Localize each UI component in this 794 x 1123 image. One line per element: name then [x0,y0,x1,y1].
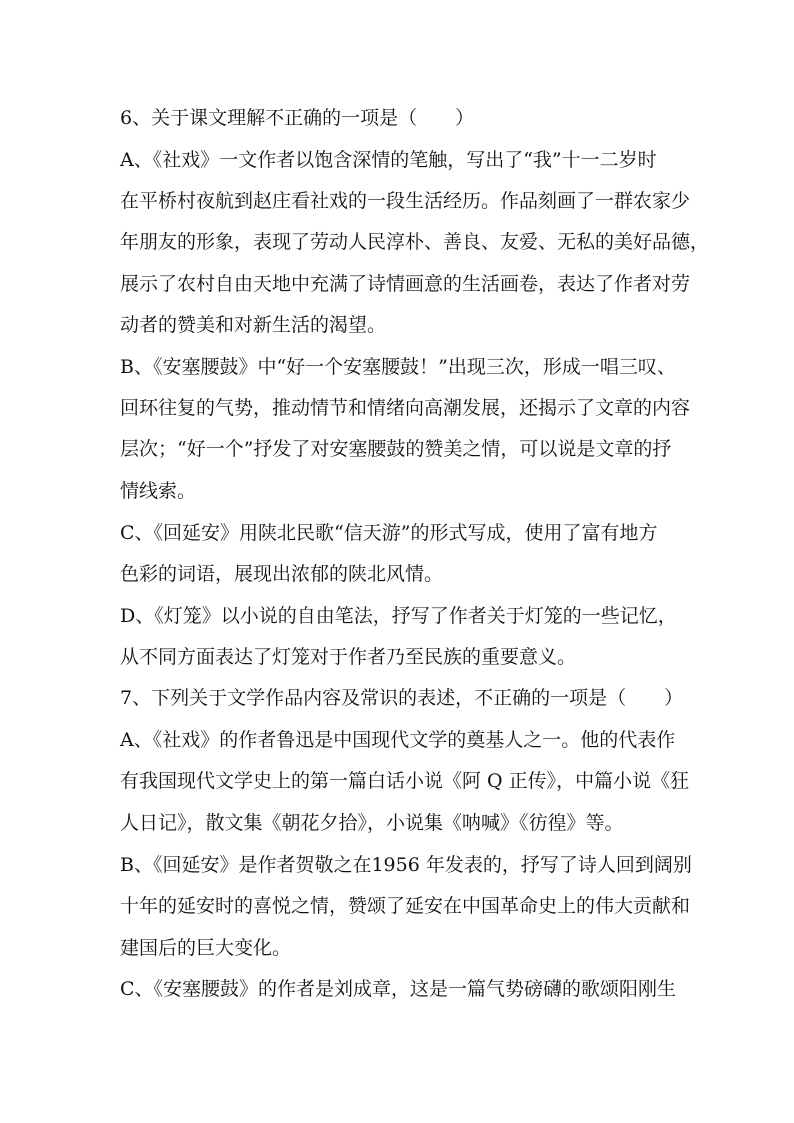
q6-option-d-line-1: D、《灯笼》以小说的自由笔法，抒写了作者关于灯笼的一些记忆， [120,605,677,627]
q6-option-c-line-1: C、《回延安》用陕北民歌“信天游”的形式写成，使用了富有地方 [120,522,658,544]
question-7-stem: 7、下列关于文学作品内容及常识的表述，不正确的一项是（ ） [120,687,684,709]
q6-option-c-line-2: 色彩的词语，展现出浓郁的陕北风情。 [120,563,444,585]
q6-option-a-line-5: 动者的赞美和对新生活的渴望。 [120,314,387,336]
q7-option-a-line-3: 人日记》，散文集《朝花夕拾》，小说集《呐喊》《彷徨》等。 [120,812,624,834]
q6-option-b-line-3: 层次；“好一个”抒发了对安塞腰鼓的赞美之情，可以说是文章的抒 [120,438,672,460]
q7-option-c-line-1: C、《安塞腰鼓》的作者是刘成章，这是一篇气势磅礴的歌颂阳刚生 [120,978,677,1000]
q7-option-a-line-2: 有我国现代文学史上的第一篇白话小说《阿 Q 正传》，中篇小说《狂 [120,770,690,792]
q6-option-a-line-3: 年朋友的形象，表现了劳动人民淳朴、善良、友爱、无私的美好品德， [120,231,710,253]
q6-option-b-line-2: 回环往复的气势，推动情节和情绪向高潮发展，还揭示了文章的内容 [120,397,691,419]
q6-option-a-line-2: 在平桥村夜航到赵庄看社戏的一段生活经历。作品刻画了一群农家少 [120,190,691,212]
q6-option-b-line-4: 情线索。 [120,480,197,502]
question-6-stem: 6、关于课文理解不正确的一项是（ ） [120,107,475,129]
q6-option-d-line-2: 从不同方面表达了灯笼对于作者乃至民族的重要意义。 [120,646,577,668]
q7-option-a-line-1: A、《社戏》的作者鲁迅是中国现代文学的奠基人之一。他的代表作 [120,729,676,751]
q6-option-a-line-1: A、《社戏》一文作者以饱含深情的笔触，写出了“我”十一二岁时 [120,149,657,171]
q6-option-a-line-4: 展示了农村自由天地中充满了诗情画意的生活画卷，表达了作者对劳 [120,273,691,295]
q7-option-b-line-3: 建国后的巨大变化。 [120,937,292,959]
q7-option-b-line-2: 十年的延安时的喜悦之情，赞颂了延安在中国革命史上的伟大贡献和 [120,895,691,917]
q6-option-b-line-1: B、《安塞腰鼓》中“好一个安塞腰鼓！”出现三次，形成一唱三叹、 [120,356,676,378]
q7-option-b-line-1: B、《回延安》是作者贺敬之在1956 年发表的，抒写了诗人回到阔别 [120,854,692,876]
